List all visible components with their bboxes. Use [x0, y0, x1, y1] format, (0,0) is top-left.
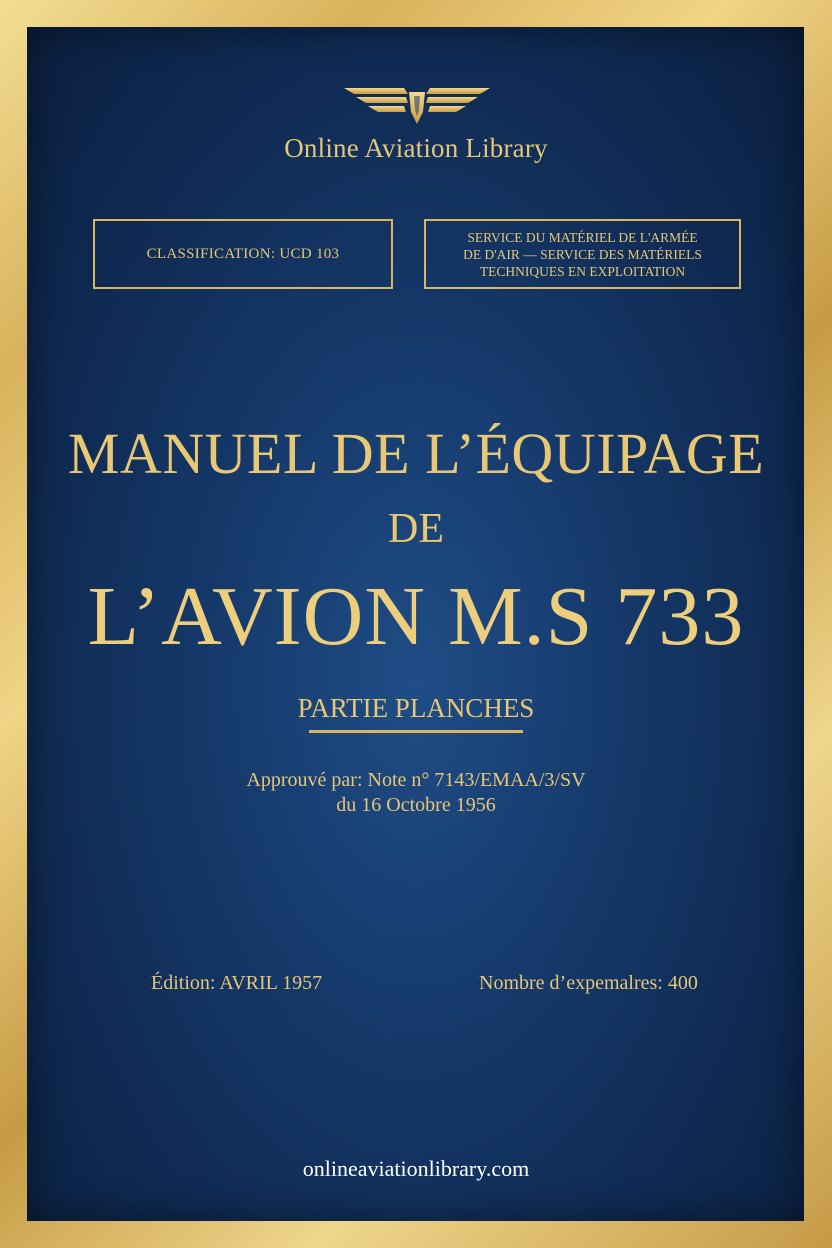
service-line-3: TECHNIQUES EN EXPLOITATION — [479, 263, 686, 279]
approval-line-1: Approuvé par: Note n° 7143/EMAA/3/SV — [246, 769, 586, 791]
classification-box — [93, 219, 393, 289]
part-label: PARTIE PLANCHES — [297, 693, 535, 723]
library-name: Online Aviation Library — [284, 133, 548, 163]
service-line-2: DE D'AIR — SERVICE DES MATÉRIELS — [463, 246, 702, 262]
service-line-1: SERVICE DU MATÉRIEL DE L'ARMÉE — [467, 229, 698, 245]
edition-label: Édition: AVRIL 1957 — [151, 972, 323, 994]
service-box — [424, 219, 741, 289]
title-line-3: L’AVION M.S 733 — [87, 570, 745, 663]
part-underline — [309, 730, 523, 733]
title-line-2: DE — [388, 506, 444, 552]
approval-note — [0, 768, 832, 818]
classification-label: CLASSIFICATION: UCD 103 — [146, 245, 340, 262]
website-link[interactable]: onlineaviationlibrary.com — [302, 1156, 530, 1181]
approval-line-2: du 16 Octobre 1956 — [336, 794, 496, 816]
copies-label: Nombre d’expemalres: 400 — [479, 972, 698, 994]
winged-emblem-icon — [342, 84, 492, 126]
title-line-1: MANUEL DE L’ÉQUIPAGE — [67, 421, 765, 486]
